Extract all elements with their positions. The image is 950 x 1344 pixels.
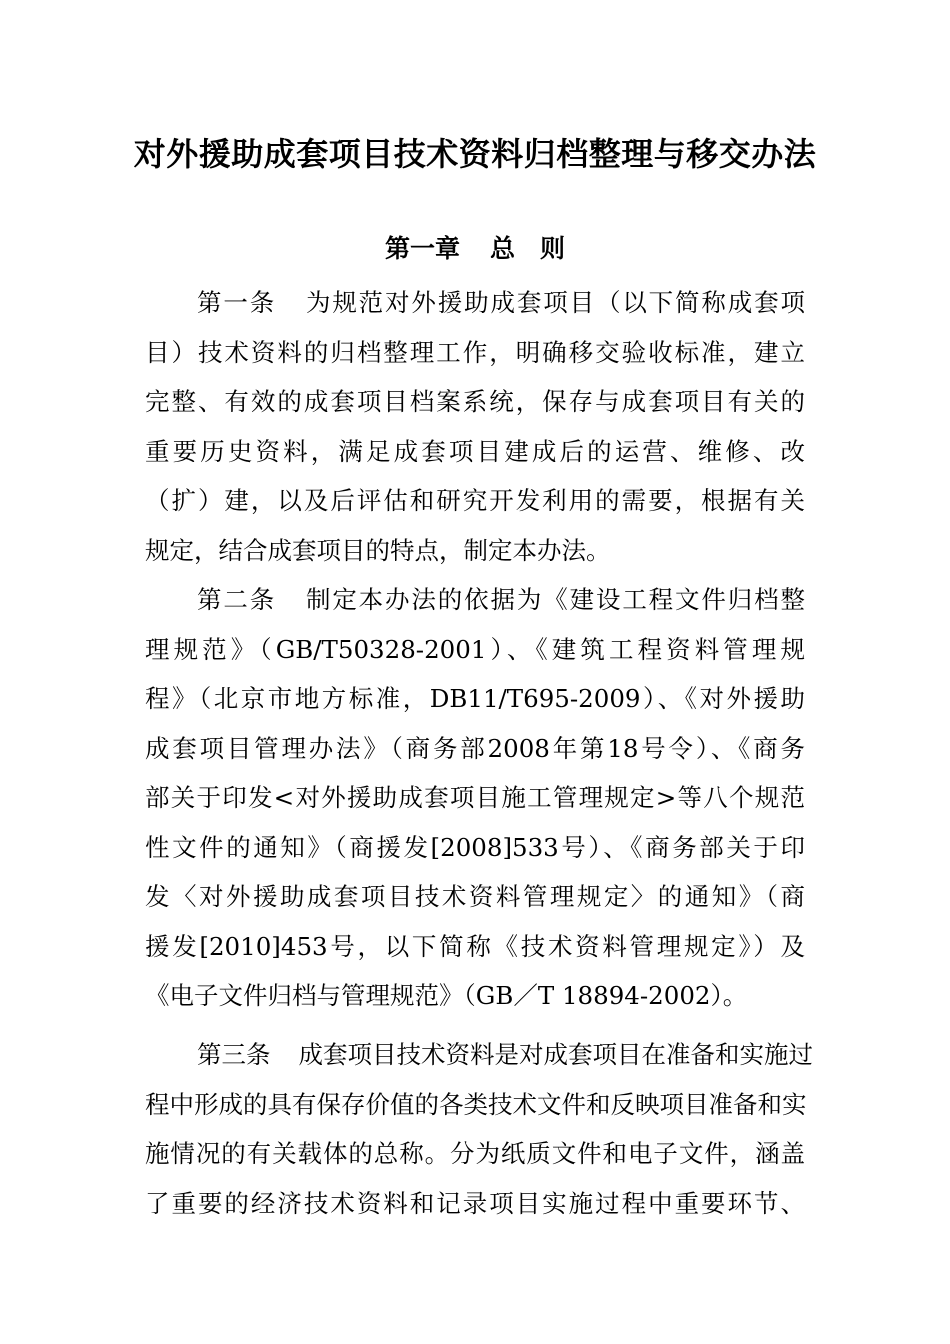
article-line <box>145 575 805 625</box>
article-line: 部关于印发<对外援助成套项目施工管理规定>等八个规范 <box>145 783 805 812</box>
article-line: 成套项目管理办法》（商务部2008年第18号令）、《商务 <box>145 733 805 763</box>
article-label: 第一条 <box>197 288 277 317</box>
article-3 <box>145 1030 813 1228</box>
article-line: 性文件的通知》（商援发[2008]533号）、《商务部关于印 <box>145 832 805 862</box>
article-line: 重要历史资料，满足成套项目建成后的运营、维修、改 <box>145 436 805 466</box>
chapter-heading <box>0 229 950 269</box>
article-line: 程中形成的具有保存价值的各类技术文件和反映项目准备和实 <box>145 1089 807 1119</box>
article-line: 了重要的经济技术资料和记录项目实施过程中重要环节、 <box>145 1188 805 1218</box>
article-line <box>145 278 805 328</box>
chapter-label: 第一章 <box>384 234 460 263</box>
chapter-name: 总 则 <box>490 234 566 263</box>
article-line: 《电子文件归档与管理规范》（GB／T 18894-2002）。 <box>145 981 748 1010</box>
article-text: 制定本办法的依据为《建设工程文件归档整 <box>304 585 806 614</box>
article-line: 目）技术资料的归档整理工作，明确移交验收标准，建立 <box>145 337 805 367</box>
article-line: 发〈对外援助成套项目技术资料管理规定〉的通知》（商 <box>145 882 805 911</box>
article-label: 第三条 <box>197 1040 271 1069</box>
article-line: 完整、有效的成套项目档案系统，保存与成套项目有关的 <box>145 387 805 416</box>
article-line <box>145 1030 813 1080</box>
article-line: 规定，结合成套项目的特点，制定本办法。 <box>145 535 611 565</box>
article-text: 成套项目技术资料是对成套项目在准备和实施过 <box>298 1040 813 1069</box>
article-label: 第二条 <box>197 585 277 614</box>
article-line: （扩）建，以及后评估和研究开发利用的需要，根据有关 <box>145 486 805 515</box>
document-title: 对外援助成套项目技术资料归档整理与移交办法 <box>133 135 817 173</box>
article-line: 理规范》（GB/T50328-2001）、《建筑工程资料管理规 <box>145 634 805 664</box>
article-1 <box>145 278 805 575</box>
article-line: 援发[2010]453号，以下简称《技术资料管理规定》）及 <box>145 931 805 961</box>
article-line: 施情况的有关载体的总称。分为纸质文件和电子文件，涵盖 <box>145 1139 805 1168</box>
article-line: 程》（北京市地方标准，DB11/T695-2009）、《对外援助 <box>145 684 805 713</box>
article-2 <box>145 575 805 1021</box>
article-text: 为规范对外援助成套项目（以下简称成套项 <box>304 288 806 317</box>
